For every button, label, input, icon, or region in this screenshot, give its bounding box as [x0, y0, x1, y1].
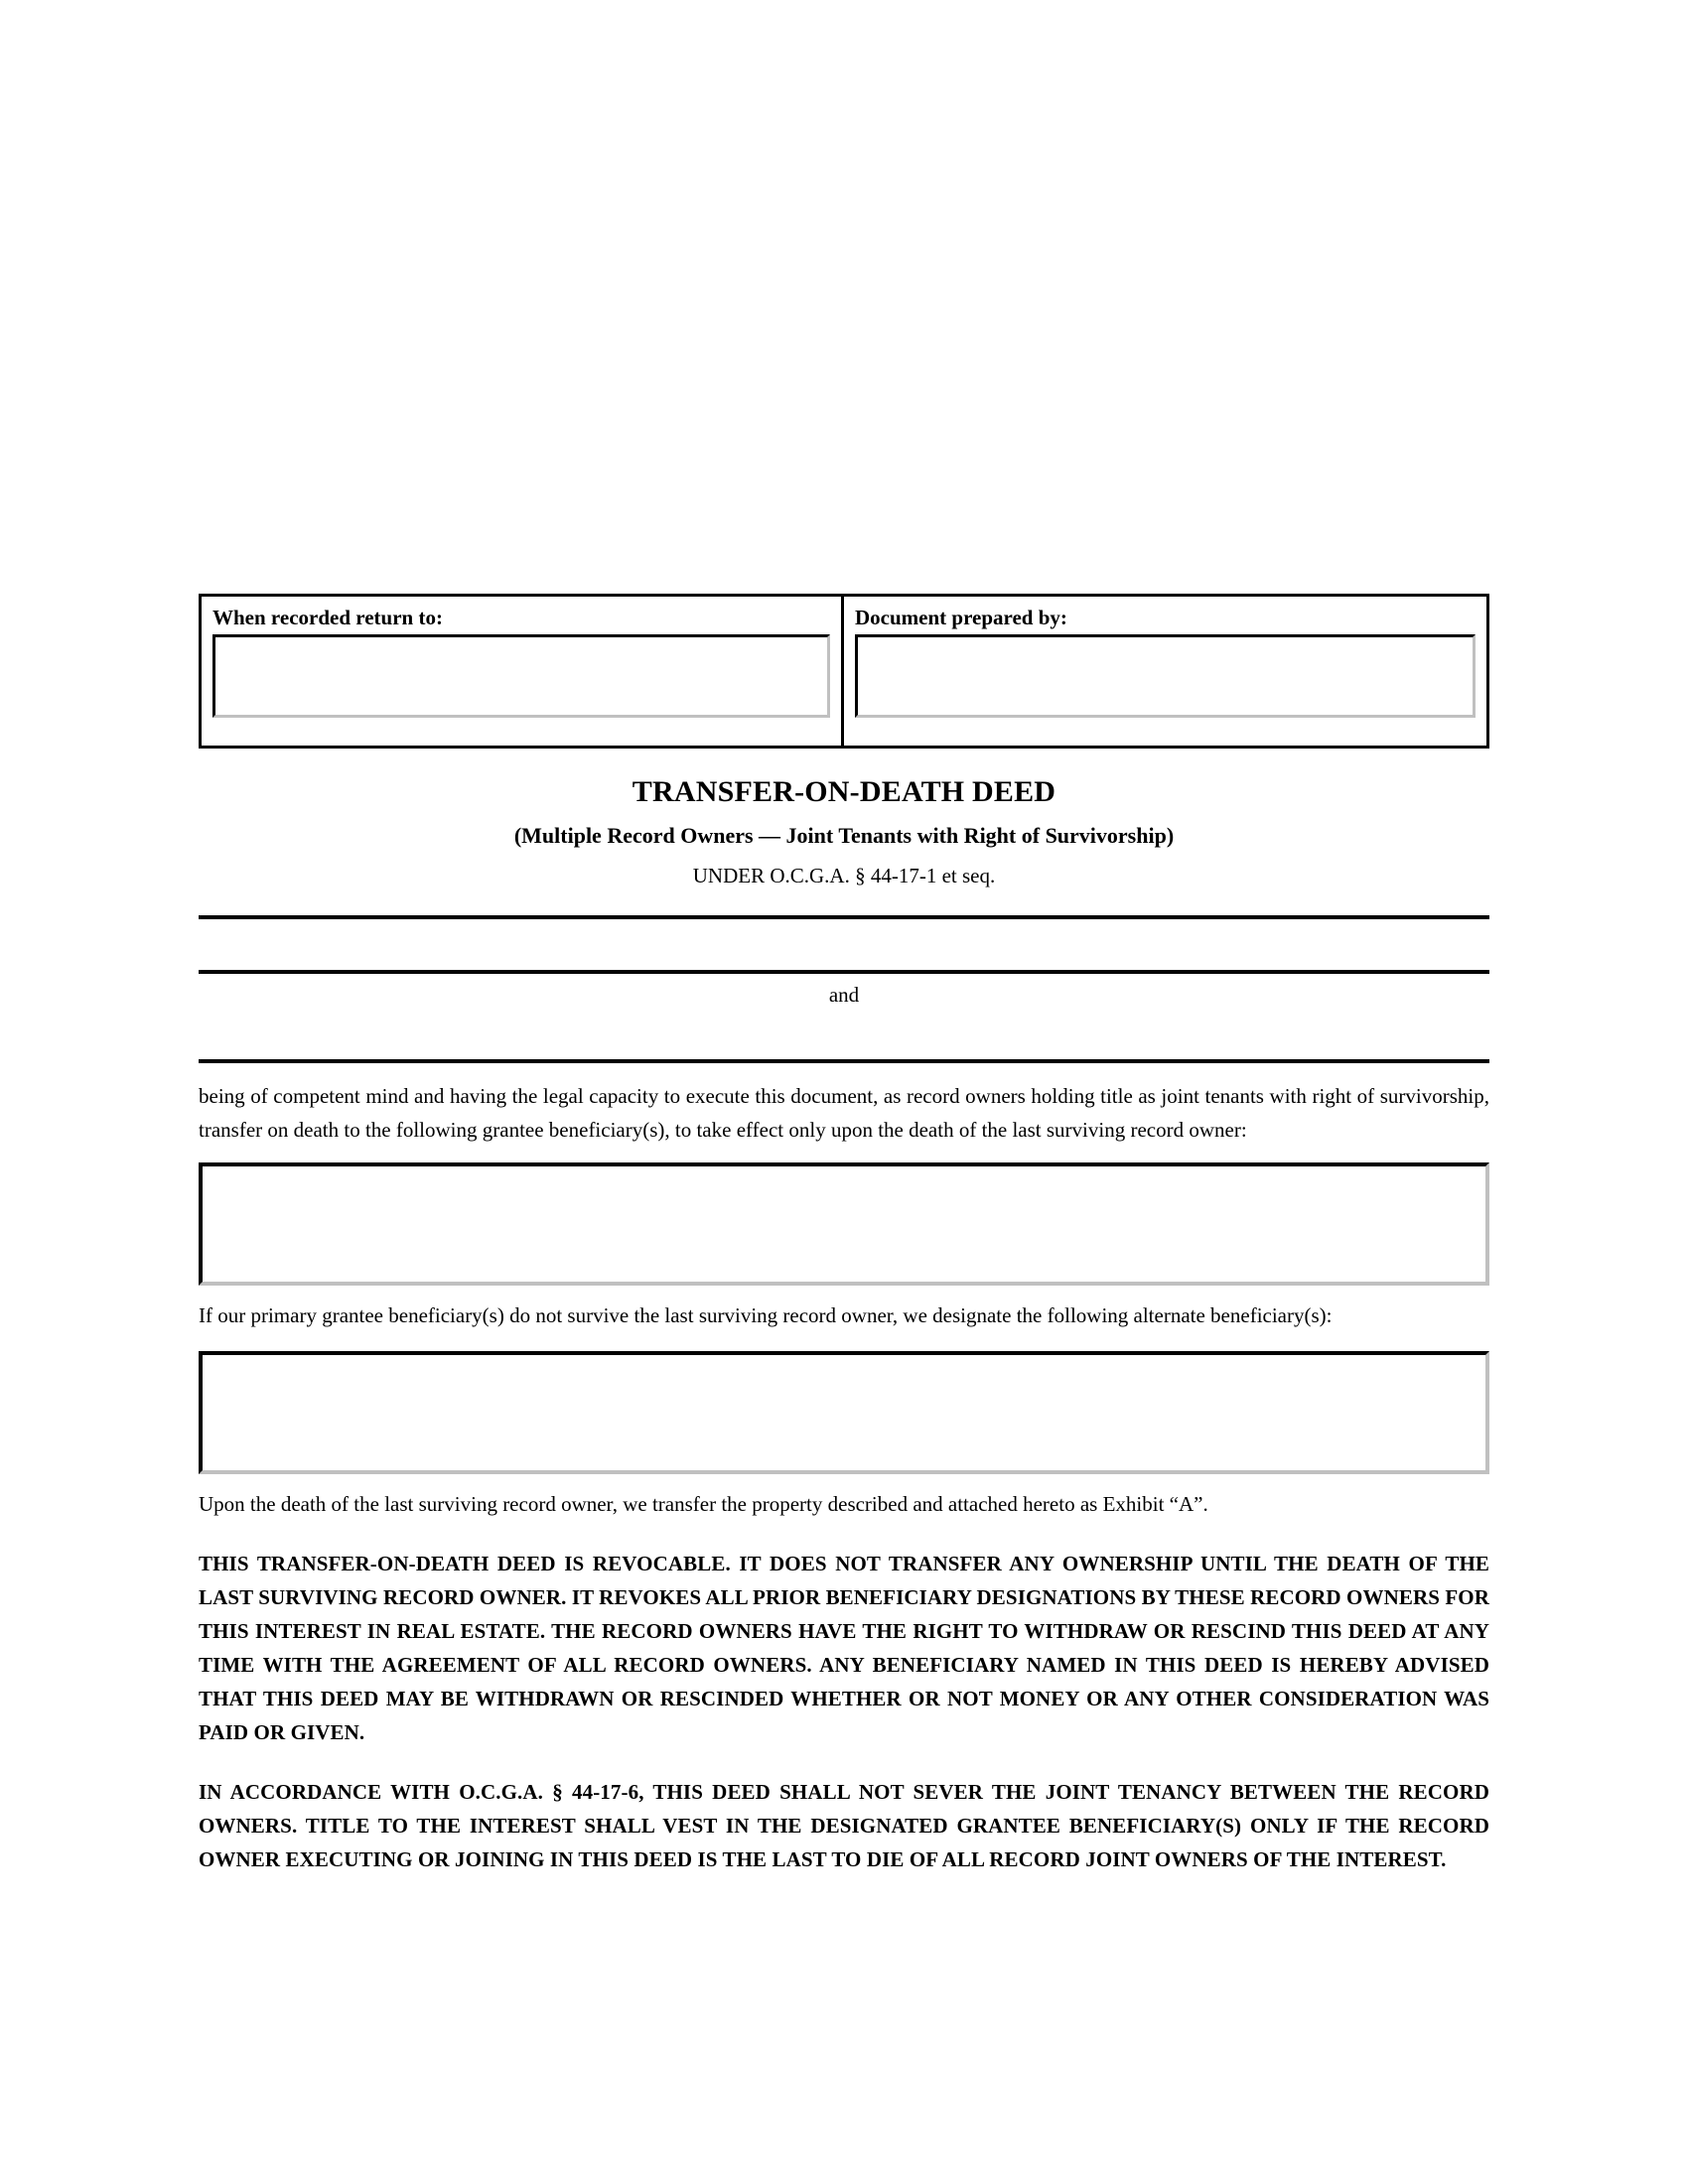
title-block	[199, 774, 1489, 889]
statute-citation: UNDER O.C.G.A. § 44-17-1 et seq.	[692, 864, 996, 888]
owner-name-rule-1[interactable]	[199, 915, 1489, 919]
owner-name-rule-2[interactable]	[199, 970, 1489, 974]
intro-paragraph: being of competent mind and having the legal capacity to execute this document, as record owners holding title as joint tenants with right of survivorship, transfer on death to the following grantee beneficiary(s), to take effect only upon the death of the last surviving record owner:	[199, 1083, 1489, 1142]
prepared-by-field[interactable]	[855, 634, 1476, 718]
revocable-notice-paragraph: THIS TRANSFER-ON-DEATH DEED IS REVOCABLE. IT DOES NOT TRANSFER ANY OWNERSHIP UNTIL THE DEATH OF THE LAST SURVIVING RECORD OWNER. IT REVOKES ALL PRIOR BENEFICIARY DESIGNATIONS BY THESE RECORD OWNERS FOR THIS INTEREST IN REAL ESTATE. THE RECORD OWNERS HAVE THE RIGHT TO WITHDRAW OR RESCIND THIS DEED AT ANY TIME WITH THE AGREEMENT OF ALL RECORD OWNERS. ANY BENEFICIARY NAMED IN THIS DEED IS HEREBY ADVISED THAT THIS DEED MAY BE WITHDRAWN OR RESCINDED WHETHER OR NOT MONEY OR ANY OTHER CONSIDERATION WAS PAID OR GIVEN.	[199, 1551, 1489, 1744]
page-title: TRANSFER-ON-DEATH DEED	[632, 775, 1056, 808]
return-address-cell	[202, 597, 844, 746]
owner-name-rule-3[interactable]	[199, 1059, 1489, 1063]
alternate-beneficiary-box[interactable]	[199, 1351, 1489, 1474]
exhibit-paragraph: Upon the death of the last surviving record owner, we transfer the property described and attached hereto as Exhibit “A”.	[199, 1491, 1208, 1516]
prepared-by-cell	[844, 597, 1486, 746]
prepared-by-label: Document prepared by:	[855, 606, 1067, 629]
return-address-label: When recorded return to:	[212, 606, 443, 629]
joint-tenancy-notice-paragraph: IN ACCORDANCE WITH O.C.G.A. § 44-17-6, THIS DEED SHALL NOT SEVER THE JOINT TENANCY BETWEEN THE RECORD OWNERS. TITLE TO THE INTEREST SHALL VEST IN THE DESIGNATED GRANTEE BENEFICIARY(S) ONLY IF THE RECORD OWNER EXECUTING OR JOINING IN THIS DEED IS THE LAST TO DIE OF ALL RECORD JOINT OWNERS OF THE INTEREST.	[199, 1779, 1489, 1871]
conjunction-label: and	[828, 982, 860, 1007]
primary-beneficiary-box[interactable]	[199, 1162, 1489, 1286]
page-subtitle: (Multiple Record Owners — Joint Tenants with Right of Survivorship)	[513, 823, 1175, 848]
header-box-row	[199, 594, 1489, 749]
document-content	[199, 594, 1489, 1876]
return-address-field[interactable]	[212, 634, 830, 718]
alternate-beneficiary-paragraph: If our primary grantee beneficiary(s) do not survive the last surviving record owner, we designate the following alternate beneficiary(s):	[199, 1302, 1333, 1327]
